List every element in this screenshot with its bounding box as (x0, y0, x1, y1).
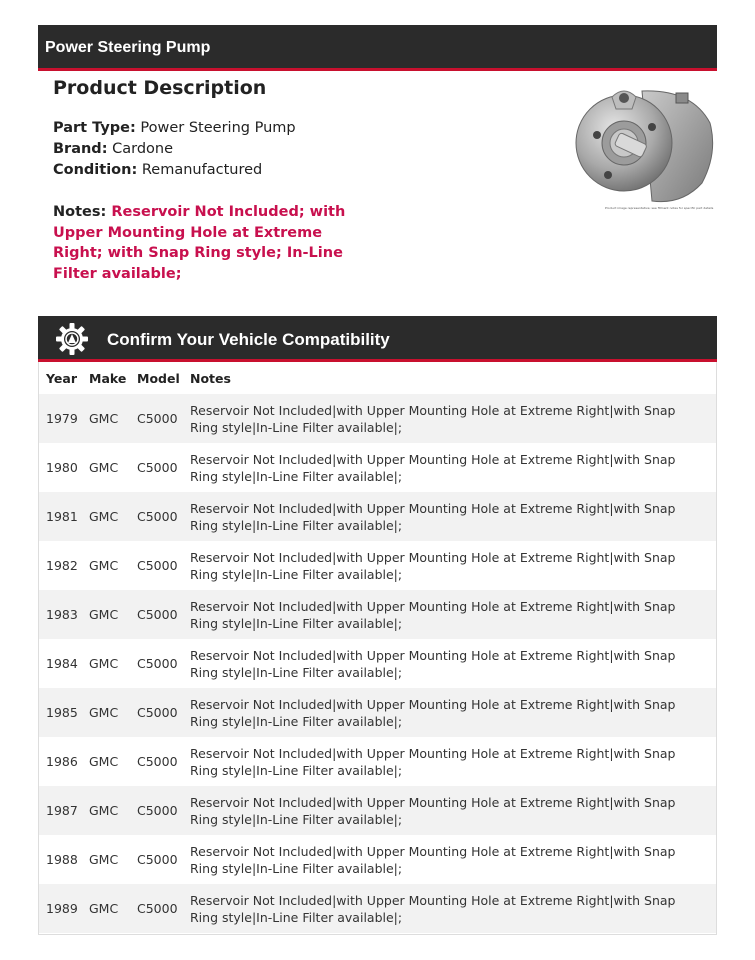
model-cell: C5000 (130, 884, 183, 933)
notes-cell: Reservoir Not Included|with Upper Mounting Hole at Extreme Right|with Snap Ring style|In-Line Filter available|; (183, 541, 716, 590)
make-cell: GMC (82, 688, 130, 737)
col-make: Make (82, 362, 130, 394)
year-cell: 1980 (39, 443, 82, 492)
notes-cell: Reservoir Not Included|with Upper Mounting Hole at Extreme Right|with Snap Ring style|In-Line Filter available|; (183, 590, 716, 639)
year-cell: 1979 (39, 394, 82, 443)
notes-block (53, 202, 363, 284)
model-cell: C5000 (130, 492, 183, 541)
year-cell: 1987 (39, 786, 82, 835)
notes-label: Notes: (53, 204, 107, 220)
model-cell: C5000 (130, 737, 183, 786)
make-cell: GMC (82, 737, 130, 786)
table-row (39, 884, 716, 933)
table-row (39, 541, 716, 590)
col-year: Year (39, 362, 82, 394)
model-cell: C5000 (130, 394, 183, 443)
year-cell: 1981 (39, 492, 82, 541)
notes-cell: Reservoir Not Included|with Upper Mounting Hole at Extreme Right|with Snap Ring style|In-Line Filter available|; (183, 639, 716, 688)
model-cell: C5000 (130, 639, 183, 688)
year-cell: 1983 (39, 590, 82, 639)
model-cell: C5000 (130, 590, 183, 639)
table-row (39, 443, 716, 492)
condition-row (53, 162, 262, 178)
model-cell: C5000 (130, 786, 183, 835)
product-image (572, 83, 717, 213)
col-model: Model (130, 362, 183, 394)
product-title: Power Steering Pump (45, 39, 211, 56)
model-cell: C5000 (130, 835, 183, 884)
condition-label: Condition: (53, 162, 138, 178)
year-cell: 1989 (39, 884, 82, 933)
notes-cell: Reservoir Not Included|with Upper Mounting Hole at Extreme Right|with Snap Ring style|In-Line Filter available|; (183, 394, 716, 443)
product-header-bar (38, 25, 717, 71)
year-cell: 1986 (39, 737, 82, 786)
make-cell: GMC (82, 443, 130, 492)
notes-cell: Reservoir Not Included|with Upper Mounting Hole at Extreme Right|with Snap Ring style|In-Line Filter available|; (183, 443, 716, 492)
notes-cell: Reservoir Not Included|with Upper Mounting Hole at Extreme Right|with Snap Ring style|In-Line Filter available|; (183, 688, 716, 737)
notes-cell: Reservoir Not Included|with Upper Mounting Hole at Extreme Right|with Snap Ring style|In-Line Filter available|; (183, 835, 716, 884)
make-cell: GMC (82, 394, 130, 443)
compat-header-bar (38, 316, 717, 362)
notes-cell: Reservoir Not Included|with Upper Mounting Hole at Extreme Right|with Snap Ring style|In-Line Filter available|; (183, 786, 716, 835)
product-image-caption: Product image representative; see fitment notes for specific part details (605, 206, 714, 210)
make-cell: GMC (82, 492, 130, 541)
table-header-row (39, 362, 716, 394)
brand-label: Brand: (53, 141, 108, 157)
notes-value: Reservoir Not Included; with Upper Mounting Hole at Extreme Right; with Snap Ring style; In-Line Filter available; (53, 204, 346, 282)
make-cell: GMC (82, 884, 130, 933)
make-cell: GMC (82, 835, 130, 884)
compatibility-table (38, 362, 717, 935)
make-cell: GMC (82, 541, 130, 590)
table-row (39, 639, 716, 688)
year-cell: 1984 (39, 639, 82, 688)
compat-title: Confirm Your Vehicle Compatibility (107, 330, 390, 349)
part-type-label: Part Type: (53, 120, 136, 136)
brand-value: Cardone (112, 141, 174, 157)
model-cell: C5000 (130, 443, 183, 492)
table-row (39, 492, 716, 541)
make-cell: GMC (82, 639, 130, 688)
make-cell: GMC (82, 590, 130, 639)
description-heading: Product Description (53, 77, 267, 99)
table-row (39, 394, 716, 443)
gear-icon (55, 322, 89, 356)
table-row (39, 737, 716, 786)
table-row (39, 786, 716, 835)
year-cell: 1985 (39, 688, 82, 737)
col-notes: Notes (183, 362, 716, 394)
brand-row (53, 141, 173, 157)
condition-value: Remanufactured (141, 162, 263, 178)
model-cell: C5000 (130, 688, 183, 737)
year-cell: 1988 (39, 835, 82, 884)
part-type-row (53, 120, 296, 136)
table-row (39, 590, 716, 639)
table-row (39, 688, 716, 737)
notes-cell: Reservoir Not Included|with Upper Mounting Hole at Extreme Right|with Snap Ring style|In-Line Filter available|; (183, 737, 716, 786)
notes-cell: Reservoir Not Included|with Upper Mounting Hole at Extreme Right|with Snap Ring style|In-Line Filter available|; (183, 884, 716, 933)
make-cell: GMC (82, 786, 130, 835)
notes-cell: Reservoir Not Included|with Upper Mounting Hole at Extreme Right|with Snap Ring style|In-Line Filter available|; (183, 492, 716, 541)
table-row (39, 835, 716, 884)
year-cell: 1982 (39, 541, 82, 590)
part-type-value: Power Steering Pump (140, 120, 296, 136)
model-cell: C5000 (130, 541, 183, 590)
